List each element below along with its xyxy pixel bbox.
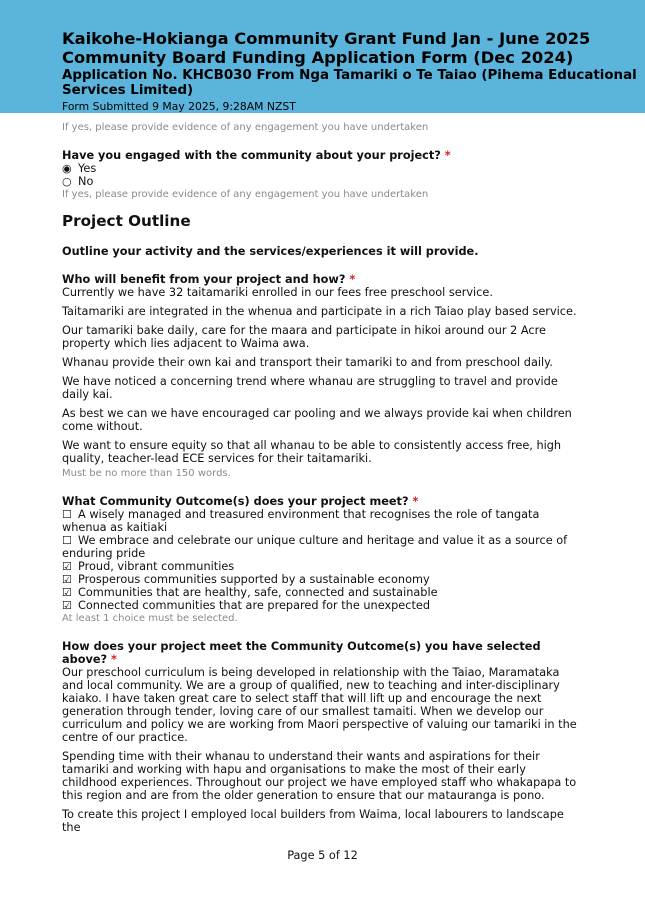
question-text: Have you engaged with the community about your project? bbox=[62, 149, 441, 162]
question-text: How does your project meet the Community Outcome(s) you have selected above? bbox=[62, 640, 541, 666]
outcome-option[interactable] bbox=[62, 534, 582, 560]
page-number: Page 5 of 12 bbox=[287, 849, 358, 862]
page-header bbox=[0, 0, 645, 113]
form-title: Kaikohe-Hokianga Community Grant Fund Jan - June 2025 bbox=[62, 29, 591, 48]
outcome-option[interactable] bbox=[62, 560, 582, 573]
benefit-answer-paragraph: Our tamariki bake daily, care for the maara and participate in hikoi around our 2 Acre property which lies adjacent to Waima awa. bbox=[62, 324, 546, 350]
benefit-answer-paragraph: We have noticed a concerning trend where whanau are struggling to travel and provide daily kai. bbox=[62, 375, 558, 401]
required-marker: * bbox=[412, 495, 419, 508]
benefit-answer-paragraph: Currently we have 32 taitamariki enrolled in our fees free preschool service. bbox=[62, 286, 493, 299]
question-text: What Community Outcome(s) does your project meet? bbox=[62, 495, 409, 508]
engaged-question bbox=[62, 149, 582, 162]
benefit-answer-paragraph: We want to ensure equity so that all whanau to be able to consistently access free, high quality, teacher-lead ECE services for their taitamariki. bbox=[62, 439, 562, 465]
form-content bbox=[62, 121, 582, 834]
required-marker: * bbox=[444, 149, 451, 162]
outcomes-hint: At least 1 choice must be selected. bbox=[62, 613, 238, 624]
word-limit-hint: Must be no more than 150 words. bbox=[62, 468, 231, 479]
benefit-question bbox=[62, 273, 582, 286]
required-marker: * bbox=[349, 273, 356, 286]
outcome-label: We embrace and celebrate our unique culture and heritage and value it as a source of enduring pride bbox=[62, 534, 568, 560]
submitted-timestamp: Form Submitted 9 May 2025, 9:28AM NZST bbox=[62, 100, 296, 113]
outcome-option[interactable] bbox=[62, 573, 582, 586]
outcome-label: A wisely managed and treasured environment that recognises the role of tangata whenua as kaitiaki bbox=[62, 508, 540, 534]
outcome-label: Connected communities that are prepared for the unexpected bbox=[78, 599, 431, 612]
section-title: Project Outline bbox=[62, 212, 191, 230]
outcome-label: Proud, vibrant communities bbox=[78, 560, 235, 573]
meet-question bbox=[62, 640, 582, 666]
checkbox-checked-icon: ☑ bbox=[62, 586, 72, 599]
form-subtitle: Community Board Funding Application Form (Dec 2024) bbox=[62, 48, 574, 67]
checkbox-checked-icon: ☑ bbox=[62, 599, 72, 612]
benefit-answer-paragraph: Whanau provide their own kai and transport their tamariki to and from preschool daily. bbox=[62, 356, 553, 369]
outline-heading: Outline your activity and the services/experiences it will provide. bbox=[62, 245, 479, 258]
option-label: No bbox=[78, 175, 94, 188]
checkbox-checked-icon: ☑ bbox=[62, 573, 72, 586]
outcome-option[interactable] bbox=[62, 586, 582, 599]
outcome-label: Communities that are healthy, safe, connected and sustainable bbox=[78, 586, 438, 599]
question-text: Who will benefit from your project and how? bbox=[62, 273, 346, 286]
outcomes-question bbox=[62, 495, 582, 508]
option-no[interactable] bbox=[62, 175, 582, 188]
outcome-option[interactable] bbox=[62, 599, 582, 612]
outcome-option[interactable] bbox=[62, 508, 582, 534]
option-yes[interactable] bbox=[62, 162, 582, 175]
checkbox-unchecked-icon: ☐ bbox=[62, 508, 72, 521]
engagement-hint-top: If yes, please provide evidence of any engagement you have undertaken bbox=[62, 122, 429, 133]
meet-answer-paragraph: Our preschool curriculum is being developed in relationship with the Taiao, Maramataka and local community. We are a group of qualified, new to teaching and inter-disciplinary kaiako. I have taken great care to select staff that will lift up and encourage the next generation through tender, loving care of our smallest tamaiti. When we develop our curriculum and policy we are working from Maori perspective of valuing our tamariki in the centre of our practice. bbox=[62, 666, 577, 744]
outcome-label: Prosperous communities supported by a sustainable economy bbox=[78, 573, 430, 586]
benefit-answer-paragraph: As best we can we have encouraged car pooling and we always provide kai when children come without. bbox=[62, 407, 572, 433]
required-marker: * bbox=[111, 653, 117, 666]
checkbox-checked-icon: ☑ bbox=[62, 560, 72, 573]
checkbox-unchecked-icon: ☐ bbox=[62, 534, 72, 547]
meet-answer-paragraph: To create this project I employed local builders from Waima, local labourers to landscape the bbox=[62, 808, 564, 834]
benefit-answer-paragraph: Taitamariki are integrated in the whenua and participate in a rich Taiao play based service. bbox=[62, 305, 577, 318]
radio-selected-icon: ◉ bbox=[62, 162, 72, 175]
option-label: Yes bbox=[78, 162, 97, 175]
meet-answer-paragraph: Spending time with their whanau to understand their wants and aspirations for their tamariki and working with hapu and organisations to make the most of their early childhood experiences. Throughout our project we have employed staff who whakapapa to this region and are from the older generation to ensure that our matauranga is pono. bbox=[62, 750, 577, 802]
engagement-hint: If yes, please provide evidence of any engagement you have undertaken bbox=[62, 189, 429, 200]
application-number: Application No. KHCB030 From Nga Tamariki o Te Taiao (Pihema Educational Services Limited) bbox=[62, 68, 637, 98]
radio-empty-icon: ○ bbox=[62, 175, 72, 188]
